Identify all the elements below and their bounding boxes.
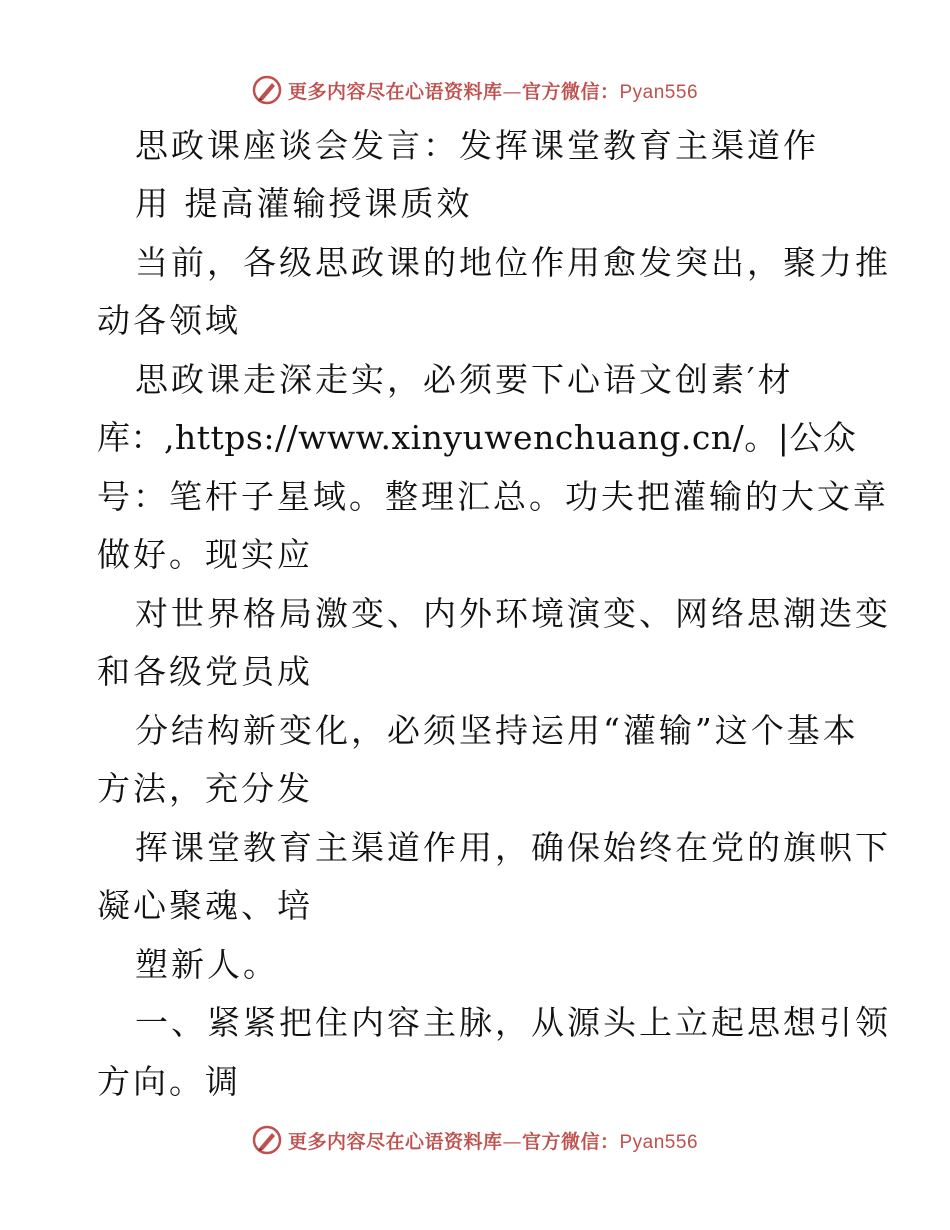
watermark-wechat-id: Pyan556 [619, 81, 699, 103]
watermark-slogan: 更多内容尽在心语资料库 [287, 1130, 503, 1153]
doc-text-line: 当前，各级思政课的地位作用愈发突出，聚力推 [135, 243, 891, 282]
doc-text-line: 塑新人。 [135, 945, 279, 984]
watermark-separator: — [502, 80, 522, 103]
doc-text-line: 思政课走深走实，必须要下心语文创素′材 [135, 360, 794, 399]
doc-text-line: 方向。调 [97, 1062, 241, 1101]
doc-text-line: 对世界格局激变、内外环境演变、网络思潮迭变 [135, 594, 891, 633]
watermark-wechat-id: Pyan556 [619, 1131, 699, 1153]
doc-text-line: 挥课堂教育主渠道作用，确保始终在党的旗帜下 [135, 828, 891, 867]
watermark-slogan: 更多内容尽在心语资料库 [287, 80, 503, 103]
watermark-wechat-label: 官方微信： [521, 1130, 620, 1153]
doc-title-line-1: 思政课座谈会发言：发挥课堂教育主渠道作 [135, 126, 819, 165]
footer-watermark [0, 1120, 950, 1160]
doc-text-line: 库：,https://www.xinyuwenchuang.cn/。|公众 [97, 418, 857, 457]
doc-text-line: 分结构新变化，必须坚持运用“灌输”这个基本 [135, 711, 859, 750]
doc-text-line: 做好。现实应 [97, 535, 313, 574]
pen-logo-icon [252, 75, 282, 105]
doc-text-line: 凝心聚魂、培 [97, 886, 313, 925]
doc-heading-line: 一、紧紧把住内容主脉，从源头上立起思想引领 [135, 1003, 891, 1042]
watermark-text [288, 1127, 698, 1154]
header-watermark [0, 70, 950, 110]
doc-text-line: 方法，充分发 [97, 769, 313, 808]
watermark-separator: — [502, 1130, 522, 1153]
doc-text-line: 和各级党员成 [97, 652, 313, 691]
doc-text-line: 动各领域 [97, 301, 241, 340]
pen-logo-icon [252, 1125, 282, 1155]
watermark-text [288, 77, 698, 104]
doc-title-line-2: 用 提高灌输授课质效 [135, 184, 473, 223]
doc-text-line: 号：笔杆子星域。整理汇总。功夫把灌输的大文章 [97, 477, 889, 516]
watermark-wechat-label: 官方微信： [521, 80, 620, 103]
